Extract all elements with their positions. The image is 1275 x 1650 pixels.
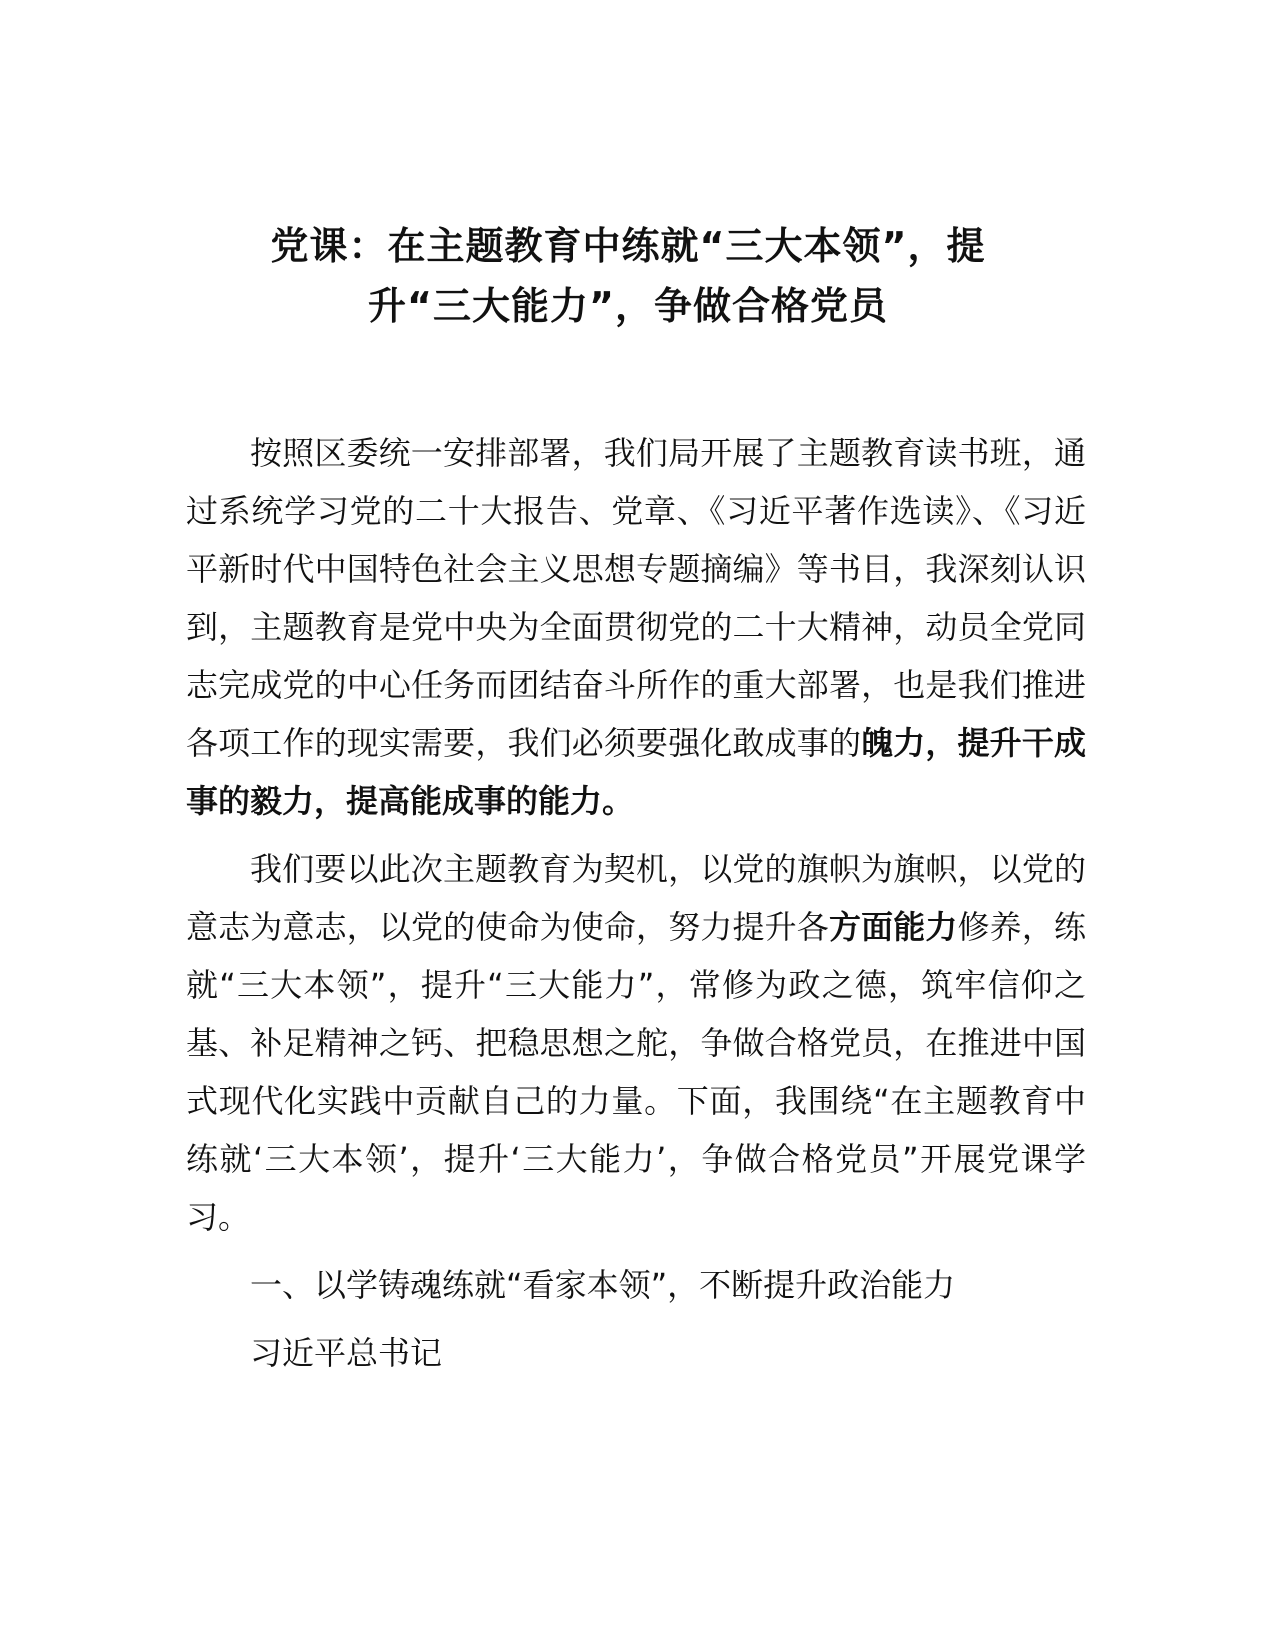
paragraph-purpose xyxy=(186,840,1086,1246)
paragraph-purpose-bold: 方面能力 xyxy=(828,908,958,946)
paragraph-intro-bold: 魄力，提升干成事的毅力，提高能成事的能力。 xyxy=(186,724,1086,820)
title-line-2: 升“三大能力”，争做合格党员 xyxy=(368,284,888,328)
document-body xyxy=(186,424,1086,1392)
paragraph-section-1: 习近平总书记 xyxy=(250,1334,443,1372)
title-line-1: 党课：在主题教育中练就“三大本领”，提 xyxy=(270,224,986,268)
paragraph-intro-text: 按照区委统一安排部署，我们局开展了主题教育读书班，通过系统学习党的二十大报告、党章、《习近平著作选读》、《习近平新时代中国特色社会主义思想专题摘编》等书目，我深刻认识到，主题教育是党中央为全面贯彻党的二十大精神，动员全党同志完成党的中心任务而团结奋斗所作的重大部署，也是我们推进各项工作的现实需要，我们必须要强化敢成事的 xyxy=(186,434,1086,762)
document-title xyxy=(180,216,1076,336)
paragraph-purpose-text-1: 我们要以此次主题教育为契机，以党的旗帜为旗帜，以党的意志为意志，以党的使命为使命，努力提升各 xyxy=(186,850,1086,946)
paragraph-intro xyxy=(186,424,1086,830)
section-heading-1: 一、以学铸魂练就“看家本领”，不断提升政治能力 xyxy=(250,1266,956,1304)
paragraph-purpose-text-2: 修养，练就“三大本领”，提升“三大能力”，常修为政之德，筑牢信仰之基、补足精神之钙、把稳思想之舵，争做合格党员，在推进中国式现代化实践中贡献自己的力量。下面，我围绕“在主题教育中练就‘三大本领’，提升‘三大能力’，争做合格党员”开展党课学习。 xyxy=(186,908,1086,1236)
